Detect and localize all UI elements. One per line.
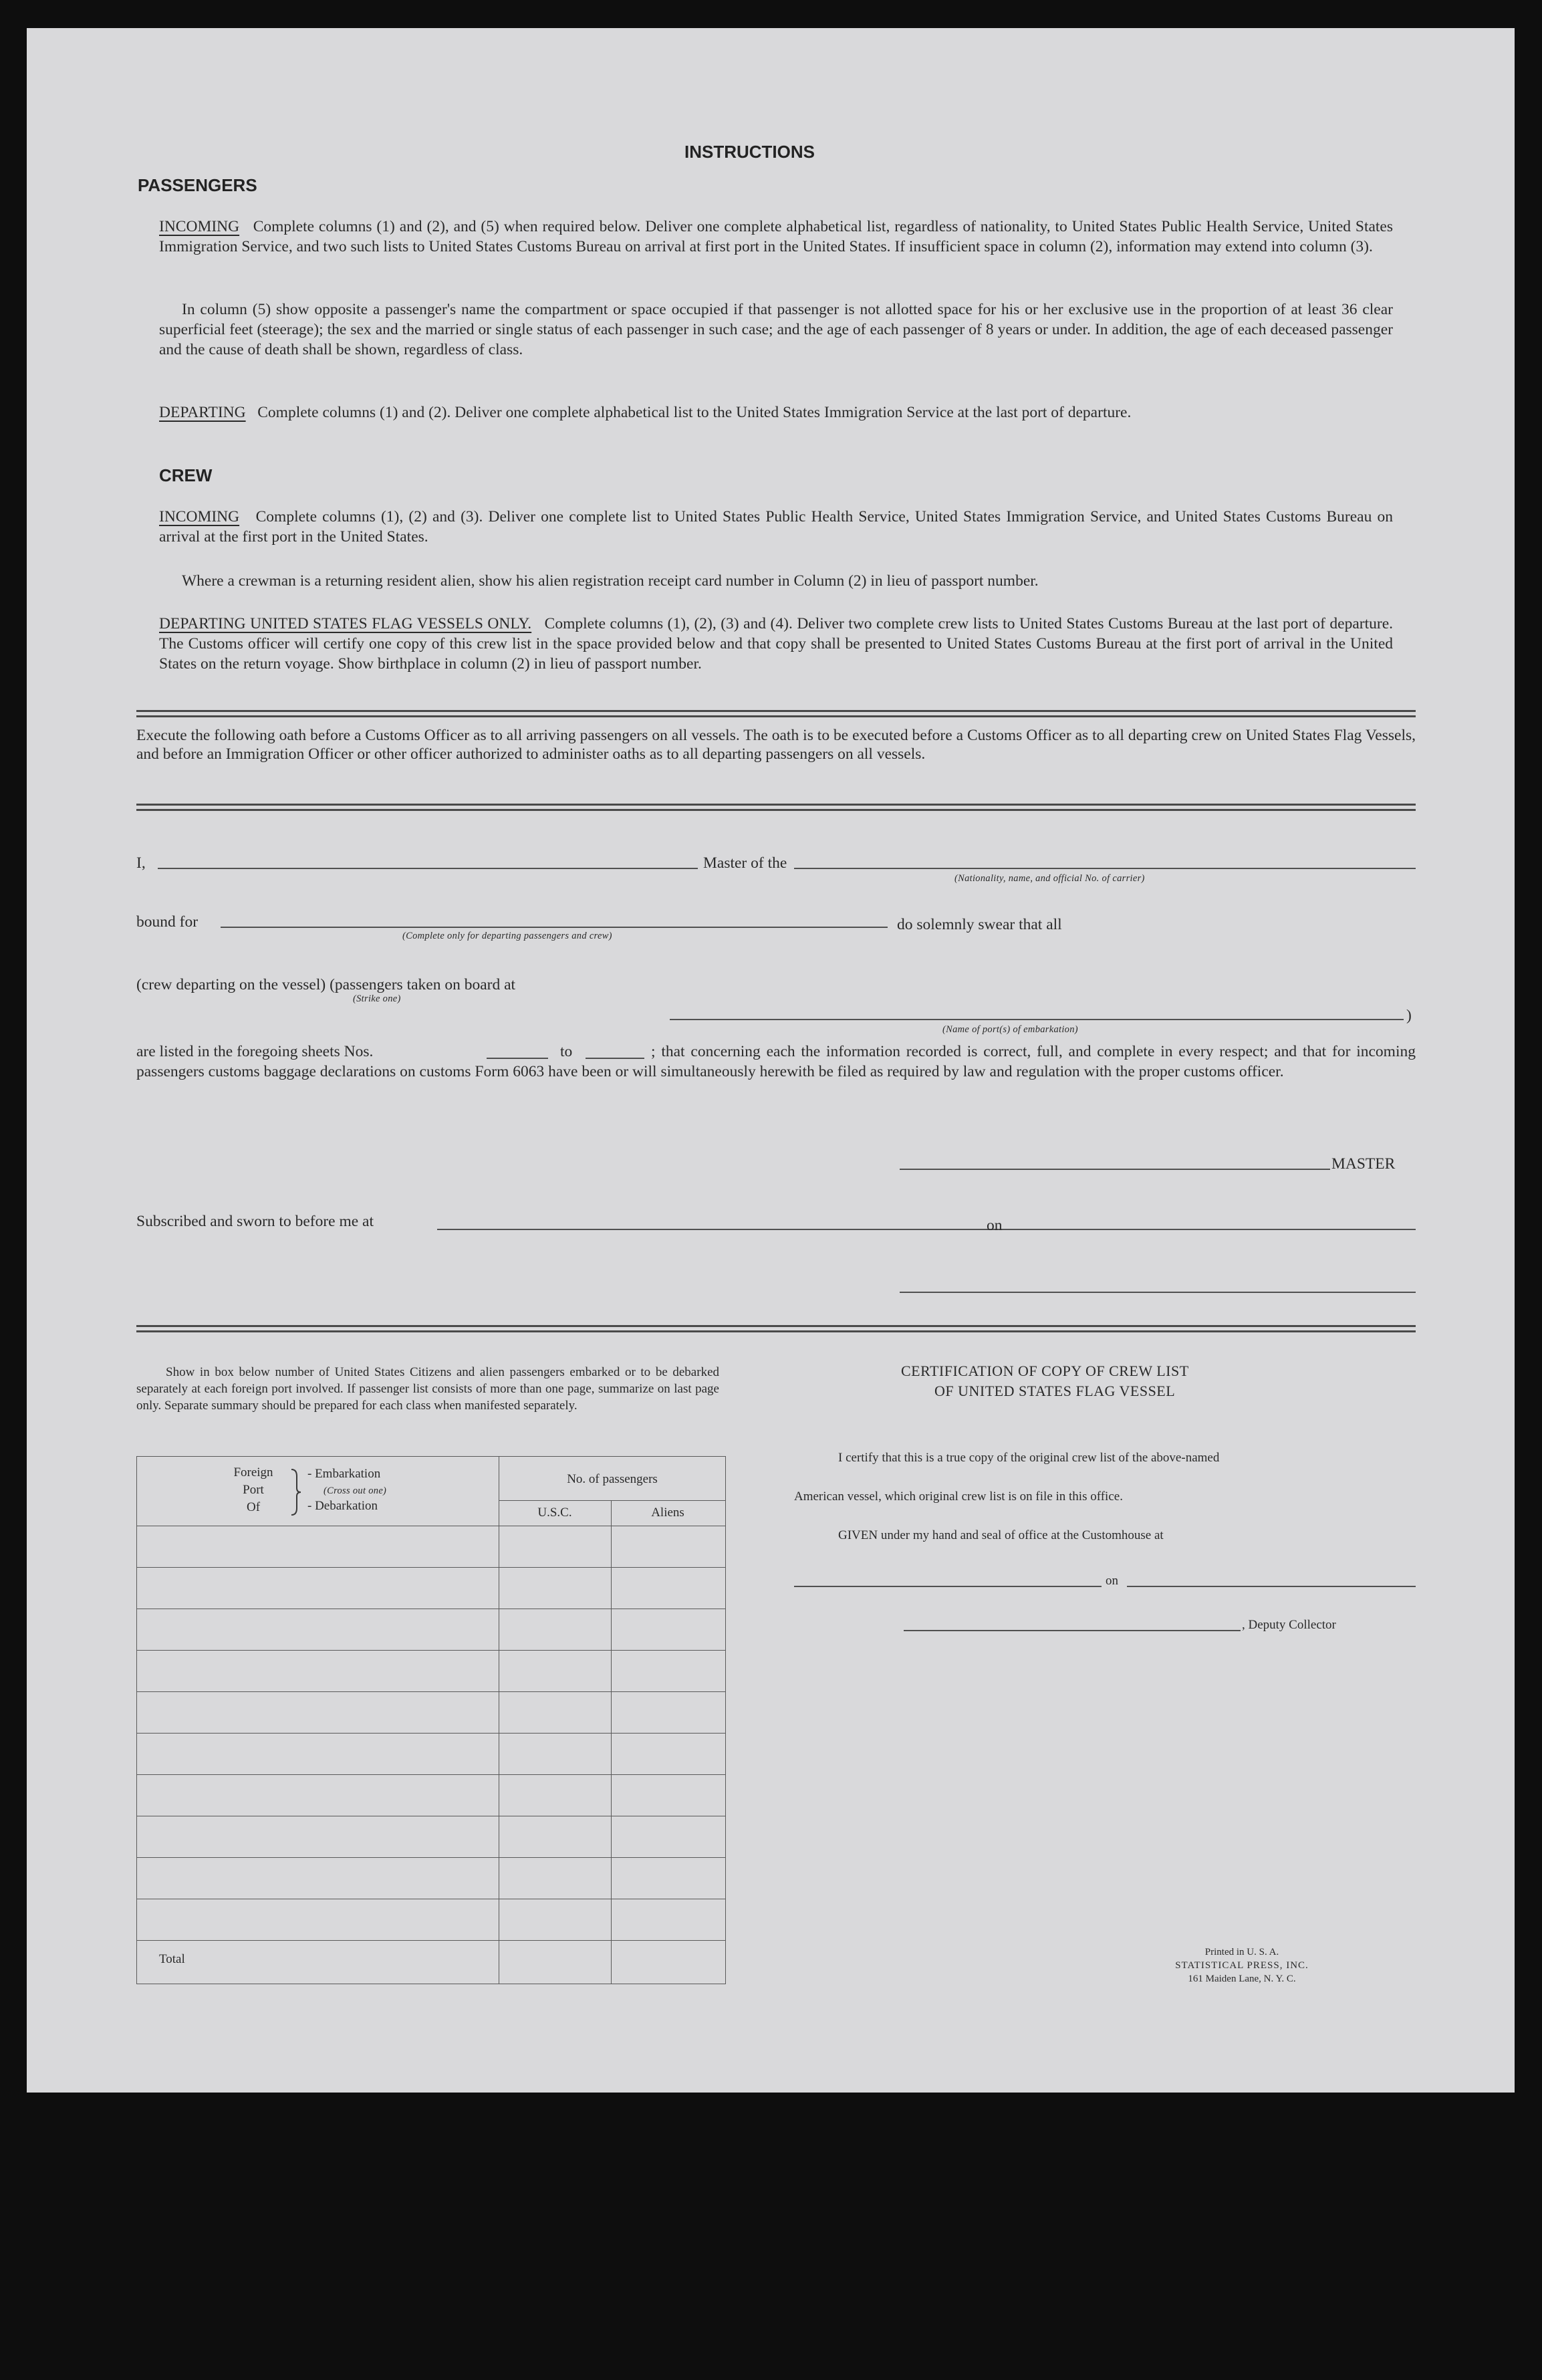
port-label: Port <box>243 1483 264 1497</box>
strike-hint: (Strike one) <box>353 993 401 1004</box>
bracket-icon <box>290 1468 302 1516</box>
cert-date-field[interactable] <box>1127 1586 1416 1587</box>
certification-title-2: OF UNITED STATES FLAG VESSEL <box>934 1383 1176 1399</box>
crew-departing-flag-text: Complete columns (1), (2), (3) and (4). Deliver two complete crew lists to United States Customs Bureau at the last port of departure. The Customs officer will certify one copy of this crew list in the space provided below and that copy shall be presented to United States Customs Bureau at the first port of arrival in the United States on the return voyage. Show birthplace in column (2) in lieu of passport number. <box>159 615 1393 673</box>
printer-line-3: 161 Maiden Lane, N. Y. C. <box>1188 1974 1296 1984</box>
listed-label: are listed in the foregoing sheets Nos. <box>136 1043 374 1060</box>
embarkation-ports-field[interactable] <box>670 1019 1404 1020</box>
bound-for-hint: (Complete only for departing passengers and crew) <box>402 931 612 941</box>
passengers-departing-text: Complete columns (1) and (2). Deliver one complete alphabetical list to the United States Immigration Service at the last port of departure. <box>257 404 1132 421</box>
aliens-header: Aliens <box>651 1506 684 1520</box>
of-label: Of <box>246 1500 261 1514</box>
table-row <box>136 1774 726 1775</box>
deputy-collector-label: , Deputy Collector <box>1242 1618 1336 1632</box>
carrier-field[interactable] <box>794 868 1416 869</box>
crew-returning-paragraph: Where a crewman is a returning resident alien, show his alien registration receipt card number in Column (2) in lieu of passport number. <box>182 572 1039 590</box>
divider <box>136 809 1416 811</box>
ports-hint: (Name of port(s) of embarkation) <box>942 1024 1078 1035</box>
printer-line-2: STATISTICAL PRESS, INC. <box>1175 1960 1309 1971</box>
swear-label: do solemnly swear that all <box>897 916 1062 933</box>
foreign-label: Foreign <box>233 1465 273 1479</box>
concerning-text: ; that concerning each the information recorded is correct, full, and complete in every respect; and that for incoming passengers customs baggage declarations on customs Form 6063 have been or will simultaneously herewith be filed as required by law and regulation with the proper customs officer. <box>136 1043 1416 1080</box>
divider <box>136 804 1416 806</box>
crew-incoming-text: Complete columns (1), (2) and (3). Deliver one complete list to United States Public Health Service, United States Immigration Service, and United States Customs Bureau on arrival at the first port in the United States. <box>159 508 1393 546</box>
certify-line-1: I certify that this is a true copy of the original crew list of the above-named <box>838 1451 1220 1465</box>
master-signature-field[interactable] <box>900 1169 1330 1170</box>
no-passengers-header: No. of passengers <box>567 1472 658 1486</box>
passenger-summary-table <box>136 1456 726 1984</box>
passengers-column5-paragraph: In column (5) show opposite a passenger's name the compartment or space occupied if that passenger is not allotted space for his or her exclusive use in the proportion of at least 36 clear superficial feet (steerage); the sex and the married or single status of each passenger in such case; and the age of each passenger of 8 years or under. In addition, the age of each deceased passenger and the cause of death shall be shown, regardless of class. <box>159 301 1393 358</box>
passengers-incoming-label: INCOMING <box>159 218 240 235</box>
cross-out-hint: (Cross out one) <box>324 1485 387 1496</box>
crew-departing-flag-label: DEPARTING UNITED STATES FLAG VESSELS ONLY. <box>159 615 532 632</box>
divider <box>136 1330 1416 1332</box>
crew-passengers-choice: (crew departing on the vessel) (passengers taken on board at <box>136 976 516 993</box>
passengers-departing-label: DEPARTING <box>159 404 246 421</box>
crew-departing-flag-paragraph <box>159 614 1393 674</box>
bound-for-label: bound for <box>136 913 199 931</box>
subscribed-place-field[interactable] <box>437 1229 1011 1230</box>
passengers-incoming-paragraph <box>159 217 1393 257</box>
cert-on-label: on <box>1106 1574 1118 1588</box>
subscribed-on-label: on <box>987 1217 1003 1234</box>
debarkation-label: - Debarkation <box>307 1499 378 1513</box>
officer-signature-field[interactable] <box>900 1292 1416 1293</box>
summary-instructions: Show in box below number of United States Citizens and alien passengers embarked or to be debarked separately at each foreign port involved. If passenger list consists of more than one page, summarize on last page only. Separate summary should be prepared for each class when manifested separately. <box>136 1365 719 1413</box>
given-line: GIVEN under my hand and seal of office at the Customhouse at <box>838 1528 1164 1542</box>
crew-heading: CREW <box>159 465 213 485</box>
oath-statement <box>136 1042 1416 1082</box>
crew-incoming-paragraph <box>159 507 1393 547</box>
table-row <box>136 1857 726 1858</box>
table-row <box>136 1691 726 1692</box>
table-row <box>136 1650 726 1651</box>
form-sheet <box>27 28 1515 2093</box>
oath-instructions: Execute the following oath before a Customs Officer as to all arriving passengers on all vessels. The oath is to be executed before a Customs Officer as to all departing crew on United States Flag Vessels, and before an Immigration Officer or other officer authorized to administer oaths as to all departing passengers on all vessels. <box>136 727 1416 763</box>
master-name-field[interactable] <box>158 868 698 869</box>
master-signature-label: MASTER <box>1331 1155 1396 1173</box>
usc-header: U.S.C. <box>537 1506 572 1520</box>
close-paren: ) <box>1406 1007 1412 1024</box>
bound-for-field[interactable] <box>221 927 888 928</box>
passengers-departing-paragraph <box>159 402 1393 423</box>
deputy-collector-signature[interactable] <box>904 1630 1241 1631</box>
subscribed-label: Subscribed and sworn to before me at <box>136 1213 374 1230</box>
table-row <box>136 1567 726 1568</box>
total-label: Total <box>159 1952 185 1966</box>
to-label: to <box>560 1043 573 1060</box>
certify-line-2: American vessel, which original crew list is on file in this office. <box>794 1490 1123 1504</box>
divider <box>136 1325 1416 1327</box>
passengers-heading: PASSENGERS <box>138 175 257 195</box>
carrier-hint: (Nationality, name, and official No. of carrier) <box>954 873 1145 884</box>
certification-title-1: CERTIFICATION OF COPY OF CREW LIST <box>901 1362 1189 1379</box>
embarkation-label: - Embarkation <box>307 1467 381 1481</box>
divider <box>136 715 1416 717</box>
master-of-label: Master of the <box>703 854 787 872</box>
customhouse-field[interactable] <box>794 1586 1102 1587</box>
page-title: INSTRUCTIONS <box>684 142 815 162</box>
subscribed-date-field[interactable] <box>1009 1229 1416 1230</box>
oath-i-label: I, <box>136 854 146 872</box>
passengers-incoming-text: Complete columns (1) and (2), and (5) when required below. Deliver one complete alphabetical list, regardless of nationality, to United States Public Health Service, United States Immigration Service, and two such lists to United States Customs Bureau on arrival at first port in the United States. If insufficient space in column (2), information may extend into column (3). <box>159 218 1394 255</box>
divider <box>136 710 1416 712</box>
table-row <box>136 1733 726 1734</box>
crew-incoming-label: INCOMING <box>159 508 240 525</box>
printer-line-1: Printed in U. S. A. <box>1204 1947 1279 1957</box>
table-row <box>136 1940 726 1941</box>
